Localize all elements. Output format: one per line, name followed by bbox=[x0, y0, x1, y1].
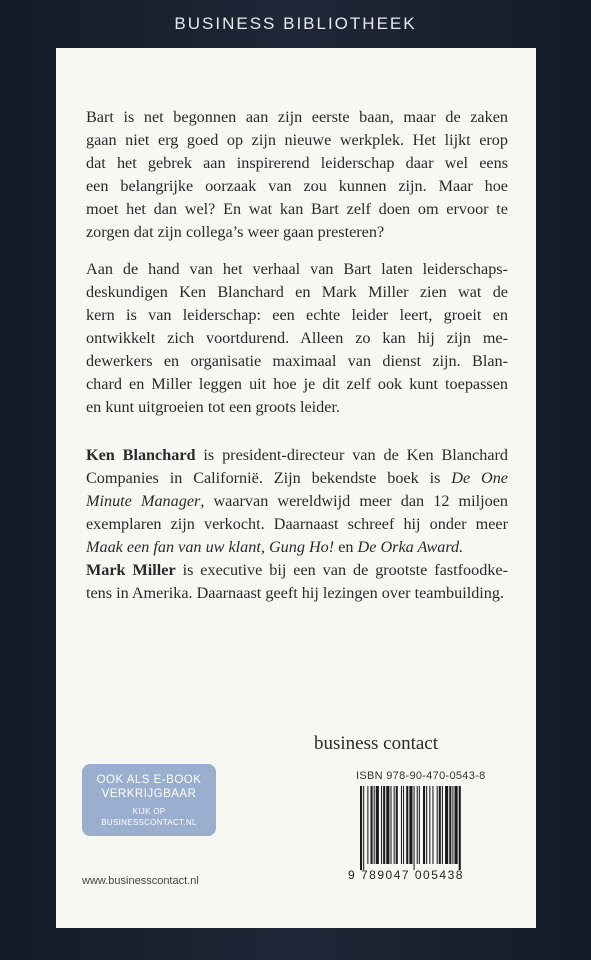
badge-text: VERKRIJGBAAR bbox=[101, 787, 197, 800]
author-name: Ken Blanchard bbox=[86, 446, 196, 464]
website-link[interactable]: www.businesscontact.nl bbox=[82, 875, 199, 887]
content-panel bbox=[56, 48, 536, 928]
text-line: dewerkers en organisatie maximaal van dienst zijn. Blan- bbox=[86, 352, 508, 370]
author-name: Mark Miller bbox=[86, 561, 176, 579]
text-line bbox=[86, 467, 508, 490]
text-line: exemplaren zijn verkocht. Daarnaast schreef hij onder meer bbox=[86, 515, 508, 533]
bio-text: is executive bij een van de grootste fastfoodke- bbox=[175, 561, 508, 579]
text-line: chard en Miller leggen uit hoe je dit zelf ook kunt toepassen bbox=[86, 375, 508, 393]
book-title: Maak een fan van uw klant, Gung Ho! bbox=[86, 538, 335, 556]
text-line: kern is van leiderschap: een echte leider leert, groeit en bbox=[86, 306, 508, 324]
badge-text: BUSINESSCONTACT.NL bbox=[101, 817, 197, 827]
book-title: De Orka Award. bbox=[357, 538, 464, 556]
blurb-paragraph-1 bbox=[86, 106, 508, 244]
book-title: Minute Manager bbox=[86, 492, 201, 510]
publisher-logo: business contact bbox=[314, 733, 439, 754]
bio-text: , waarvan wereldwijd meer dan 12 miljoen bbox=[200, 492, 508, 510]
barcode-digits: 9 789047 005438 bbox=[348, 868, 464, 882]
ebook-badge[interactable] bbox=[82, 764, 216, 836]
text-line bbox=[86, 490, 508, 513]
blurb-paragraph-2 bbox=[86, 258, 508, 419]
series-bar bbox=[0, 0, 591, 48]
badge-text: KIJK OP bbox=[132, 806, 166, 816]
badge-text: OOK ALS E-BOOK bbox=[96, 773, 202, 786]
book-title: De One bbox=[451, 469, 508, 487]
text-line: Bart is net begonnen aan zijn eerste baan, maar de zaken bbox=[86, 108, 508, 126]
text-line: tens in Amerika. Daarnaast geeft hij lezingen over teambuilding. bbox=[86, 584, 505, 602]
bio-text: is president-directeur van de Ken Blanchard bbox=[195, 446, 509, 464]
text-line bbox=[86, 444, 508, 467]
isbn-label: ISBN 978-90-470-0543-8 bbox=[356, 770, 486, 782]
text-line: Aan de hand van het verhaal van Bart laten leiderschaps- bbox=[86, 260, 508, 278]
author-bios bbox=[86, 444, 508, 605]
series-title: BUSINESS BIBLIOTHEEK bbox=[174, 14, 417, 33]
text-line: moet het dan wel? En wat kan Bart zelf doen om ervoor te bbox=[86, 200, 508, 218]
text-line: ontwikkelt zich voortdurend. Alleen zo kan hij zijn me- bbox=[86, 329, 508, 347]
bio-text: Companies in Californië. Zijn bekendste boek is bbox=[86, 469, 452, 487]
text-line: deskundigen Ken Blanchard en Mark Miller zien wat de bbox=[86, 283, 508, 301]
text-line bbox=[86, 559, 508, 582]
text-line: en kunt uitgroeien tot een groots leider. bbox=[86, 398, 340, 416]
barcode-icon bbox=[356, 786, 516, 870]
bio-text: en bbox=[334, 538, 358, 556]
text-line: gaan niet erg goed op zijn nieuwe werkplek. Het lijkt erop bbox=[86, 131, 508, 149]
text-line: zorgen dat zijn collega’s weer gaan presteren? bbox=[86, 223, 385, 241]
text-line bbox=[86, 536, 508, 559]
text-line: een belangrijke oorzaak van zou kunnen zijn. Maar hoe bbox=[86, 177, 508, 195]
text-line: dat het gebrek aan inspirerend leiderschap daar wel eens bbox=[86, 154, 508, 172]
